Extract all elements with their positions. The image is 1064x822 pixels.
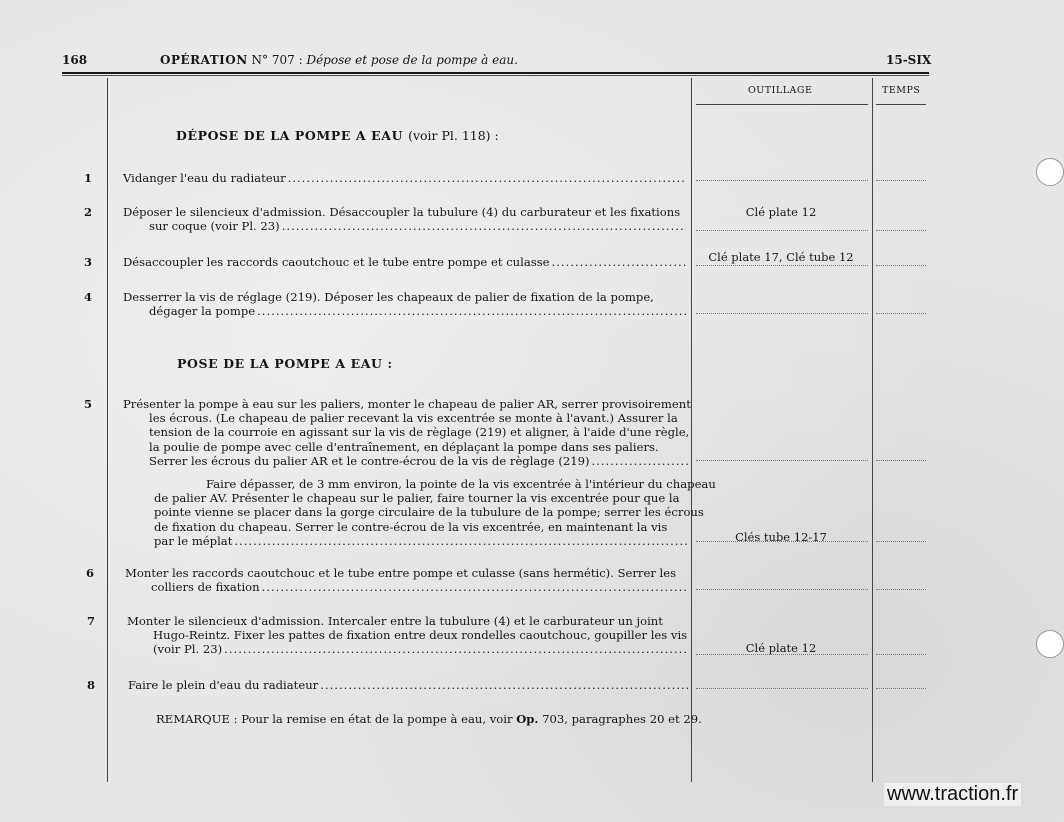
binder-hole-bottom — [1036, 630, 1064, 658]
header-rule — [62, 72, 929, 74]
operation-label: OPÉRATION — [160, 53, 248, 67]
step-number: 7 — [86, 614, 95, 628]
section-heading-removal — [176, 128, 499, 143]
step-line: par le méplat — [154, 533, 233, 548]
tool-entry: Clé plate 17, Clé tube 12 — [708, 250, 854, 264]
step-number: 8 — [86, 678, 95, 692]
section-heading-install: POSE DE LA POMPE A EAU : — [177, 356, 393, 371]
time-separator — [876, 654, 926, 655]
step-line: de palier AV. Présenter le chapeau sur le palier, faire tourner la vis excentrée pour que la — [154, 491, 680, 506]
step-line: Présenter la pompe à eau sur les paliers, monter le chapeau de palier AR, serrer provisoirement — [123, 397, 691, 411]
step-line: Déposer le silencieux d'admission. Désaccoupler la tubulure (4) du carburateur et les fixations — [123, 205, 681, 219]
step-line: colliers de fixation — [151, 580, 260, 595]
step-line: Vidanger l'eau du radiateur — [123, 171, 286, 185]
operation-number: N° 707 : — [251, 53, 303, 67]
tools-separator — [696, 589, 868, 590]
tool-entry: Clés tube 12-17 — [735, 530, 827, 544]
section-title-removal: DÉPOSE DE LA POMPE A EAU — [176, 128, 404, 143]
header-rule-thin — [62, 75, 929, 76]
step-line: dégager la pompe — [149, 304, 256, 319]
remark-label: REMARQUE : — [156, 712, 238, 726]
step-number: 4 — [83, 290, 92, 304]
operation-title — [160, 53, 518, 67]
step-text — [123, 290, 686, 318]
step-text — [123, 171, 686, 185]
tool-entry: Clé plate 12 — [745, 641, 817, 655]
time-column-line — [872, 78, 873, 782]
time-separator — [876, 688, 926, 689]
tools-separator — [696, 230, 868, 231]
step-text — [128, 678, 689, 692]
tools-separator — [696, 460, 868, 461]
step-text-continuation — [154, 477, 716, 548]
step-text — [123, 255, 686, 269]
step-number: 2 — [83, 205, 92, 219]
step-line: de fixation du chapeau. Serrer le contre-écrou de la vis excentrée, en maintenant la vis — [154, 519, 668, 534]
margin-line — [107, 78, 108, 782]
operation-description: Dépose et pose de la pompe à eau. — [306, 53, 518, 67]
remark-ref: Op. — [516, 712, 539, 726]
step-text — [123, 397, 689, 468]
tool-entry: Clé plate 12 — [745, 205, 817, 219]
time-separator — [876, 180, 926, 181]
tools-separator — [696, 265, 868, 266]
page-number: 168 — [62, 53, 88, 67]
step-line: Monter le silencieux d'admission. Intercaler entre la tubulure (4) et le carburateur un joint — [127, 614, 663, 628]
site-watermark: www.traction.fr — [884, 783, 1021, 806]
section-ref-removal: (voir Pl. 118) : — [408, 128, 499, 143]
step-line: Hugo-Reintz. Fixer les pattes de fixation entre deux rondelles caoutchouc, goupiller les vis — [153, 628, 688, 643]
step-line: la poulie de pompe avec celle d'entraînement, en déplaçant la pompe dans ses paliers. — [149, 439, 659, 454]
step-line: Faire dépasser, de 3 mm environ, la pointe de la vis excentrée à l'intérieur du chapeau — [206, 477, 716, 491]
step-text — [125, 566, 689, 594]
tools-separator — [696, 654, 868, 655]
model-code: 15-SIX — [886, 53, 932, 67]
time-separator — [876, 589, 926, 590]
time-header-rule — [876, 104, 926, 105]
step-text — [127, 614, 689, 657]
tools-separator — [696, 313, 868, 314]
tools-separator — [696, 541, 868, 542]
step-line: Serrer les écrous du palier AR et le contre-écrou de la vis de règlage (219) — [149, 453, 590, 468]
time-separator — [876, 541, 926, 542]
step-line: Désaccoupler les raccords caoutchouc et le tube entre pompe et culasse — [123, 255, 550, 269]
step-line: Monter les raccords caoutchouc et le tube entre pompe et culasse (sans hermétic). Serrer les — [125, 566, 677, 580]
tools-column-line — [691, 78, 692, 782]
remark-ref-tail: 703, paragraphes 20 et 29. — [542, 712, 702, 726]
step-number: 5 — [83, 397, 92, 411]
tools-separator — [696, 688, 868, 689]
time-separator — [876, 265, 926, 266]
remark-text: Pour la remise en état de la pompe à eau, voir — [241, 712, 513, 726]
step-line: sur coque (voir Pl. 23) — [149, 219, 280, 234]
time-column-header: TEMPS — [882, 85, 921, 96]
tools-header-rule — [696, 104, 868, 105]
step-line: les écrous. (Le chapeau de palier recevant la vis excentrée se monte à l'avant.) Assurer la — [149, 411, 678, 426]
step-line: tension de la courroie en agissant sur la vis de règlage (219) et aligner, à l'aide d'une règle, — [149, 425, 690, 440]
time-separator — [876, 313, 926, 314]
step-line: pointe vienne se placer dans la gorge circulaire de la tubulure de la pompe; serrer les écrous — [154, 505, 704, 520]
time-separator — [876, 460, 926, 461]
binder-hole-top — [1036, 158, 1064, 186]
step-line: (voir Pl. 23) — [153, 642, 223, 657]
tools-separator — [696, 180, 868, 181]
step-line: Faire le plein d'eau du radiateur — [128, 678, 319, 692]
step-line: Desserrer la vis de réglage (219). Déposer les chapeaux de palier de fixation de la pompe, — [123, 290, 654, 304]
step-number: 1 — [83, 171, 92, 185]
tools-column-header: OUTILLAGE — [748, 85, 813, 96]
time-separator — [876, 230, 926, 231]
step-number: 3 — [83, 255, 92, 269]
remark — [156, 712, 702, 726]
step-number: 6 — [85, 566, 94, 580]
step-text — [123, 205, 686, 233]
